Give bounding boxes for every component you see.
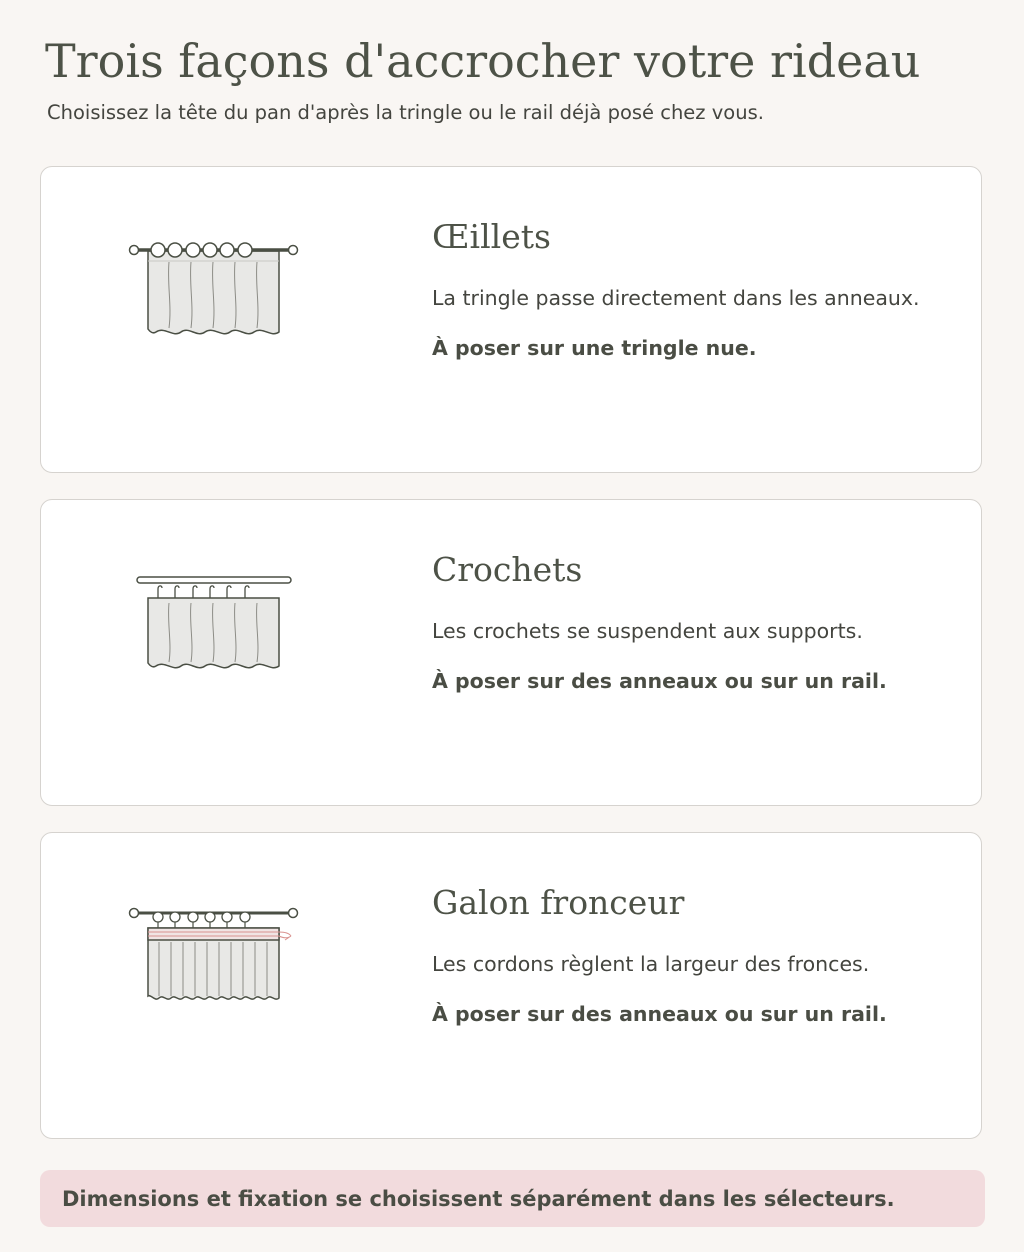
option-note: À poser sur une tringle nue. (432, 336, 757, 360)
option-title: Crochets (432, 550, 583, 589)
hook-curtain-icon (63, 543, 363, 723)
eyelet-curtain-icon (63, 210, 363, 390)
option-title: Galon fronceur (432, 883, 685, 922)
selector-notice-text: Dimensions et fixation se choisissent séparément dans les sélecteurs. (62, 1186, 895, 1211)
gathering-tape-curtain-icon (63, 876, 363, 1056)
option-card-hooks[interactable] (40, 499, 982, 806)
option-title: Œillets (432, 217, 551, 256)
selector-notice (40, 1170, 985, 1227)
option-note: À poser sur des anneaux ou sur un rail. (432, 669, 887, 693)
page-subtitle: Choisissez la tête du pan d'après la tringle ou le rail déjà posé chez vous. (47, 101, 764, 124)
option-card-eyelets[interactable] (40, 166, 982, 473)
option-card-gathering-tape[interactable] (40, 832, 982, 1139)
option-description: La tringle passe directement dans les anneaux. (432, 286, 920, 310)
option-description: Les crochets se suspendent aux supports. (432, 619, 863, 643)
option-note: À poser sur des anneaux ou sur un rail. (432, 1002, 887, 1026)
page-title: Trois façons d'accrocher votre rideau (45, 34, 921, 88)
option-description: Les cordons règlent la largeur des fronces. (432, 952, 870, 976)
